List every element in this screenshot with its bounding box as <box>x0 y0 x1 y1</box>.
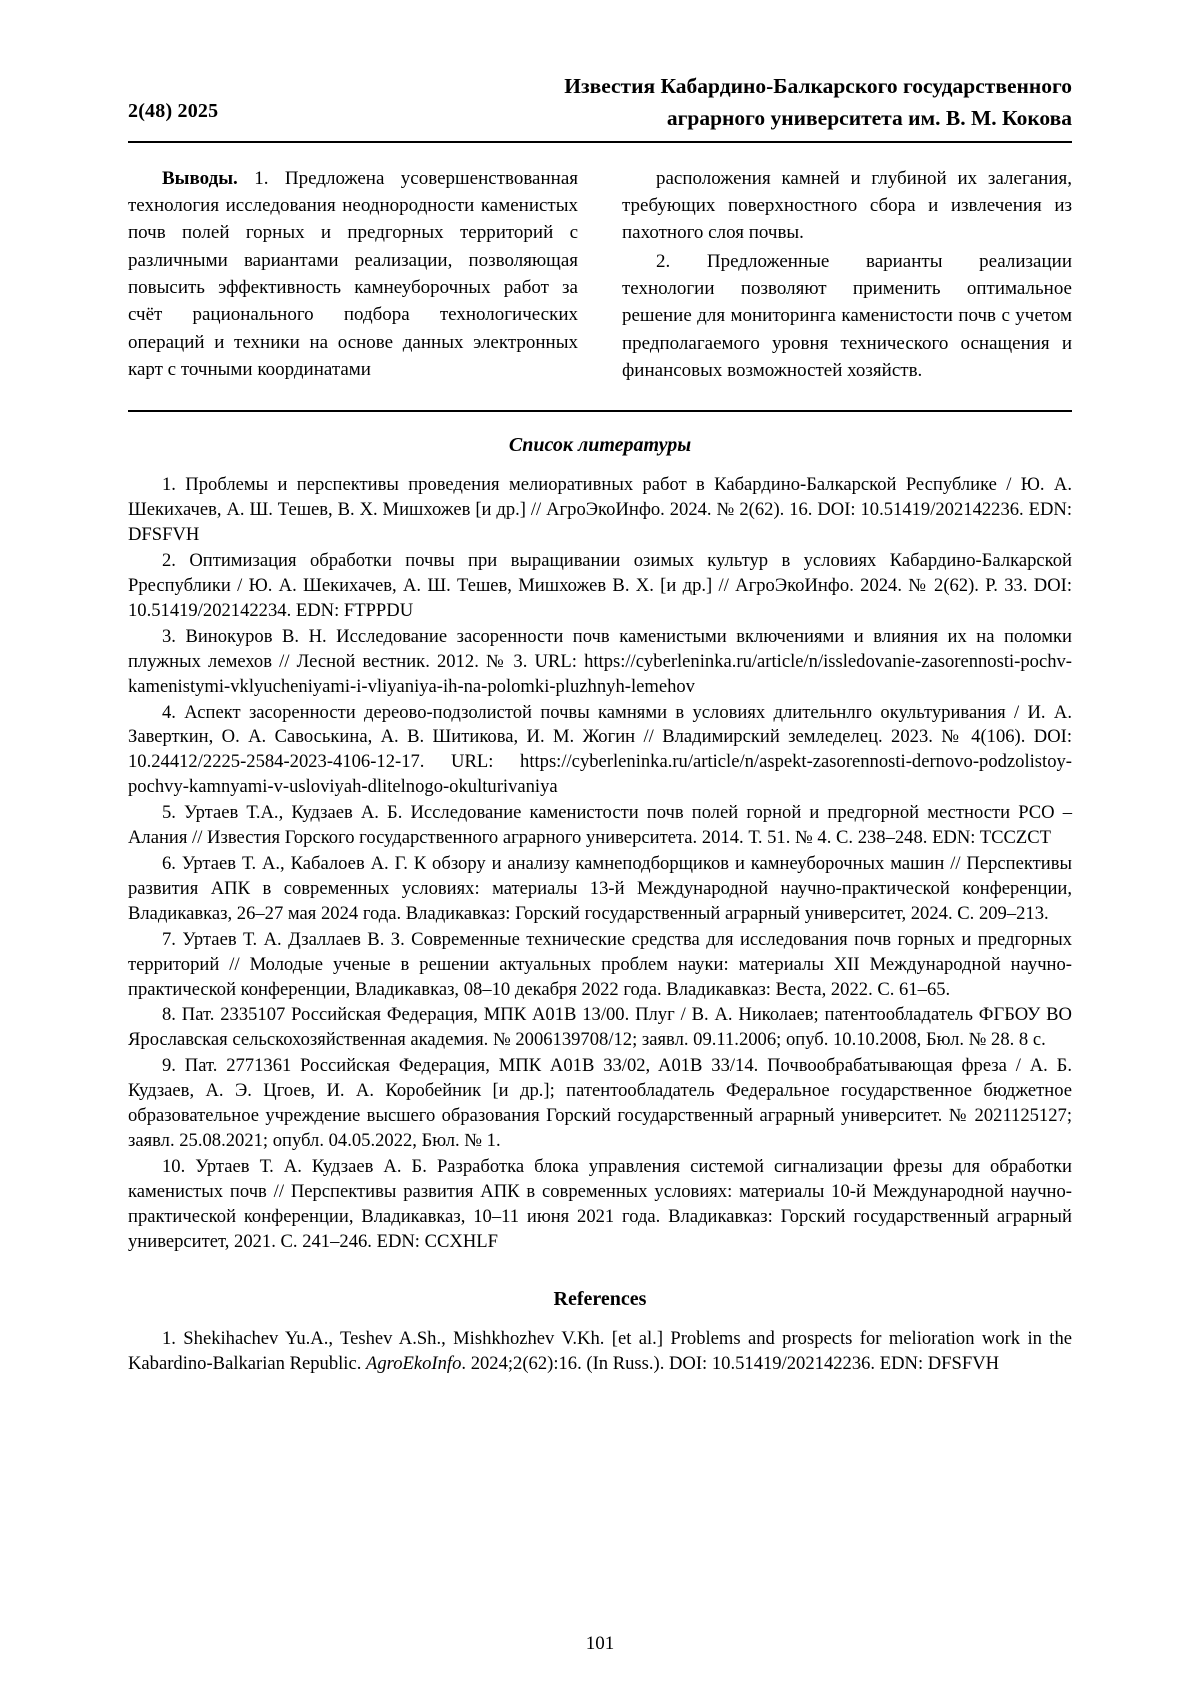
conclusions-paragraph-2: расположения камней и глубиной их залегания, требующих поверхностного сбора и извлечения из пахотного слоя почвы. <box>622 167 1072 244</box>
latin-reference-journal: AgroEkoInfo <box>366 1353 462 1375</box>
page-number: 101 <box>585 1633 615 1654</box>
conclusions-section <box>128 165 1072 385</box>
conclusions-column-left <box>128 165 578 385</box>
issue-number: 2(48) 2025 <box>128 100 219 122</box>
reference-item: 5. Уртаев Т.А., Кудзаев А. Б. Исследование каменистости почв полей горной и предгорной местности РСО – Алания // Известия Горского государственного аграрного университета. 2014. Т. 51. № 4. С. 238–248. EDN: TCCZCT <box>128 802 1072 849</box>
references-heading: Список литературы <box>508 434 692 457</box>
reference-item: 1. Проблемы и перспективы проведения мелиоративных работ в Кабардино-Балкарской Республике / Ю. А. Шекихачев, А. Ш. Тешев, В. Х. Мишхожев [и др.] // АгроЭкоИнфо. 2024. № 2(62). 16. DOI: 10.51419/202142236. EDN: DFSFVH <box>128 474 1072 546</box>
conclusions-paragraph-3: 2. Предложенные варианты реализации технологии позволяют применить оптимальное решение для мониторинга каменистости почв с учетом предполагаемого уровня технического оснащения и финансовых возможностей хозяйств. <box>622 250 1072 382</box>
journal-title <box>564 70 1072 135</box>
conclusions-column-right <box>622 165 1072 385</box>
conclusions-paragraph-1 <box>128 165 578 384</box>
latin-references-list <box>128 1327 1072 1377</box>
reference-item: 6. Уртаев Т. А., Кабалоев А. Г. К обзору и анализу камнеподборщиков и камнеуборочных машин // Перспективы развития АПК в современных условиях: материалы 13-й Международной научно-практической конференции, Владикавказ, 26–27 мая 2024 года. Владикавказ: Горский государственный аграрный университет, 2024. С. 209–213. <box>128 852 1072 924</box>
references-list <box>128 473 1072 1254</box>
conclusions-left-text: 1. Предложена усовершенствованная технология исследования неоднородности каменистых почв полей горных и предгорных территорий с различными вариантами реализации, позволяющая повысить эффективность камнеуборочных работ за счёт рационального подбора технологических операций и техники на основе данных электронных карт с точными координатами <box>128 167 578 381</box>
latin-reference-item <box>128 1327 1072 1377</box>
latin-references-heading: References <box>553 1288 647 1311</box>
journal-title-line2: аграрного университета им. В. М. Кокова <box>666 106 1072 131</box>
reference-item: 3. Винокуров В. Н. Исследование засоренности почв каменистыми включениями и влияния их на поломки плужных лемехов // Лесной вестник. 2012. № 3. URL: https://cyberleninka.ru/article/n/issledovanie-zasorennosti-pochv-kamenistymi-vklyucheniyami-i-vliyaniya-ih-na-polomki-pluzhnyh-lemehov <box>128 625 1072 697</box>
reference-item: 7. Уртаев Т. А. Дзаллаев В. З. Современные технические средства для исследования почв горных и предгорных территорий // Молодые ученые в решении актуальных проблем науки: материалы XII Международной научно-практической конференции, Владикавказ, 08–10 декабря 2022 года. Владикавказ: Веста, 2022. С. 61–65. <box>128 928 1072 1000</box>
page-header <box>128 70 1072 143</box>
reference-item: 10. Уртаев Т. А. Кудзаев А. Б. Разработка блока управления системой сигнализации фрезы для обработки каменистых почв // Перспективы развития АПК в современных условиях: материалы 10-й Международной научно-практической конференции, Владикавказ, 10–11 июня 2021 года. Владикавказ: Горский государственный аграрный университет, 2021. С. 241–246. EDN: CCXHLF <box>128 1155 1072 1252</box>
latin-reference-text-part2: . 2024;2(62):16. (In Russ.). DOI: 10.51419/202142236. EDN: DFSFVH <box>461 1353 1000 1375</box>
reference-item: 4. Аспект засоренности дереово-подзолистой почвы камнями в условиях длительнлго окультуривания / И. А. Заверткин, О. А. Савоськина, А. В. Шитикова, И. М. Жогин // Владимирский земледелец. 2023. № 4(106). DOI: 10.24412/2225-2584-2023-4106-12-17. URL: https://cyberleninka.ru/article/n/aspekt-zasorennosti-dernovo-podzolistoy-pochvy-kamnyami-v-usloviyah-dlitelnogo-okulturivaniya <box>128 701 1072 798</box>
section-divider <box>128 410 1072 412</box>
latin-reference-text-part1: 1. Shekihachev Yu.A., Teshev A.Sh., Mishkhozhev V.Kh. [et al.] Problems and prospects for melioration work in the Kabardino-Balkarian Republic. <box>128 1328 1072 1375</box>
reference-item: 2. Оптимизация обработки почвы при выращивании озимых культур в условиях Кабардино-Балкарской Рреспублики / Ю. А. Шекихачев, А. Ш. Тешев, Мишхожев В. Х. [и др.] // АгроЭкоИнфо. 2024. № 2(62). Р. 33. DOI: 10.51419/202142234. EDN: FTPPDU <box>128 550 1072 621</box>
conclusions-lead: Выводы. <box>162 167 238 189</box>
reference-item: 8. Пат. 2335107 Российская Федерация, МПК A01B 13/00. Плуг / В. А. Николаев; патентообладатель ФГБОУ ВО Ярославская сельскохозяйственная академия. № 2006139708/12; заявл. 09.11.2006; опуб. 10.10.2008, Бюл. № 28. 8 с. <box>128 1004 1072 1051</box>
journal-title-line1: Известия Кабардино-Балкарского государственного <box>564 74 1072 98</box>
reference-item: 9. Пат. 2771361 Российская Федерация, МПК A01B 33/02, A01B 33/14. Почвообрабатывающая фреза / А. Б. Кудзаев, А. Э. Цгоев, И. А. Коробейник [и др.]; патентообладатель Федеральное государственное бюджетное образовательное учреждение высшего образования Горский государственный аграрный университет. № 2021125127; заявл. 25.08.2021; опубл. 04.05.2022, Бюл. № 1. <box>128 1055 1072 1151</box>
